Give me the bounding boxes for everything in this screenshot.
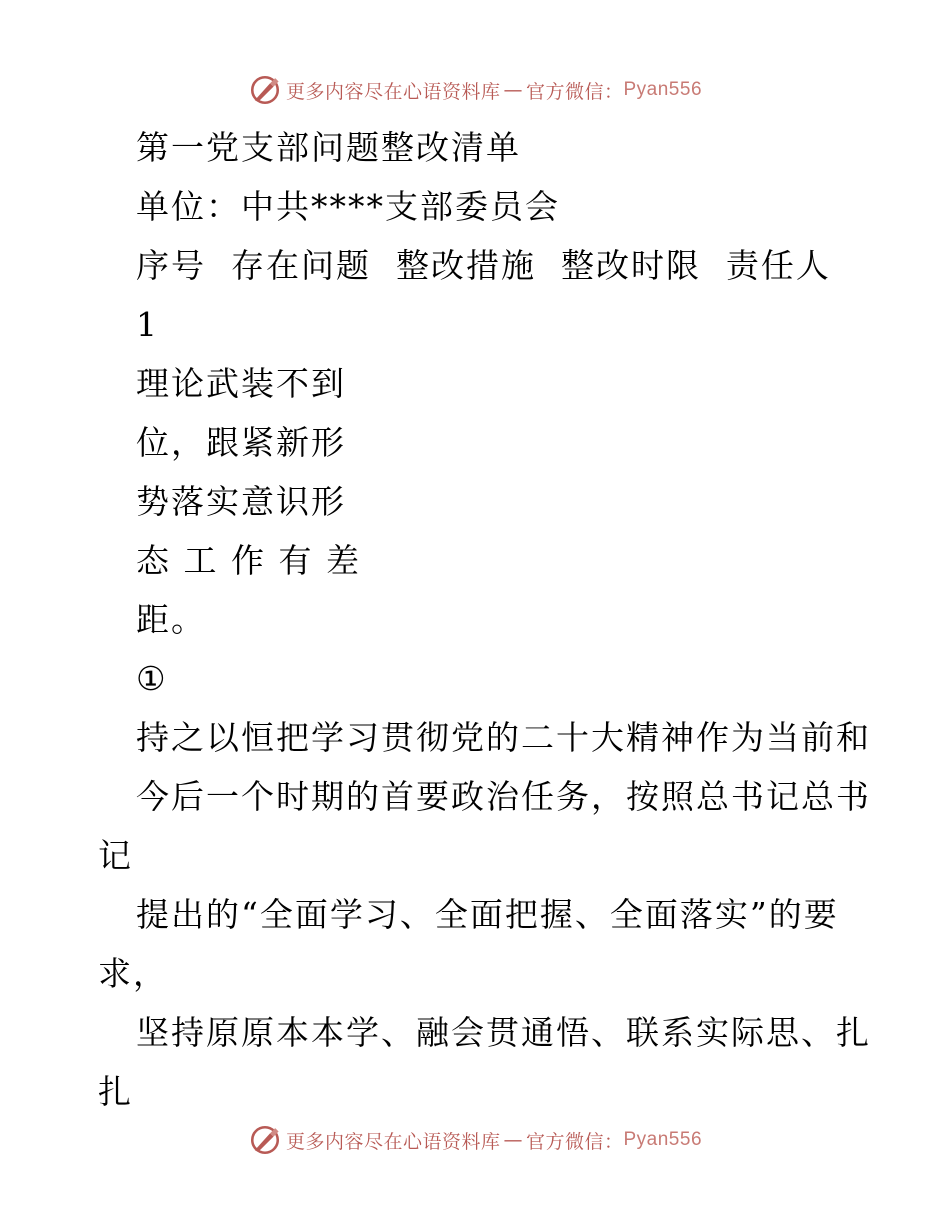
unit-line: 单位：中共****支部委员会 xyxy=(136,187,560,226)
measure-marker: ① xyxy=(136,659,168,698)
watermark-separator: — xyxy=(503,79,523,101)
header-watermark xyxy=(0,70,950,110)
measure-line: 扎 xyxy=(98,1072,133,1111)
watermark-text: 更多内容尽在心语资料库 xyxy=(285,1130,501,1153)
document-body xyxy=(98,118,871,1121)
table-header-row: 序号 存在问题 整改措施 整改时限 责任人 xyxy=(136,246,831,285)
footer-watermark xyxy=(0,1120,950,1160)
problem-line: 距。 xyxy=(136,600,206,639)
watermark-suffix: 官方微信： xyxy=(525,1130,624,1153)
watermark-id: Pyan556 xyxy=(623,1129,703,1150)
pen-logo-icon xyxy=(248,1123,282,1157)
watermark-suffix: 官方微信： xyxy=(525,80,624,103)
measure-line: 提出的“全面学习、全面把握、全面落实”的要 xyxy=(136,895,839,934)
watermark-text: 更多内容尽在心语资料库 xyxy=(285,80,501,103)
measure-line: 持之以恒把学习贯彻党的二十大精神作为当前和 xyxy=(136,718,871,757)
watermark-separator: — xyxy=(503,1129,523,1151)
problem-line: 势落实意识形 xyxy=(136,482,346,521)
measure-line: 求， xyxy=(98,954,168,993)
pen-logo-icon xyxy=(248,73,282,107)
document-title: 第一党支部问题整改清单 xyxy=(136,128,521,167)
problem-line: 态 工 作 有 差 xyxy=(136,541,361,580)
problem-line: 理论武装不到 xyxy=(136,364,346,403)
measure-line: 今后一个时期的首要政治任务，按照总书记总书 xyxy=(136,777,871,816)
measure-line: 记 xyxy=(98,836,133,875)
measure-line: 坚持原原本本学、融会贯通悟、联系实际思、扎 xyxy=(136,1013,871,1052)
problem-line: 位，跟紧新形 xyxy=(136,423,346,462)
watermark-id: Pyan556 xyxy=(623,79,703,100)
row-number: 1 xyxy=(136,305,159,344)
